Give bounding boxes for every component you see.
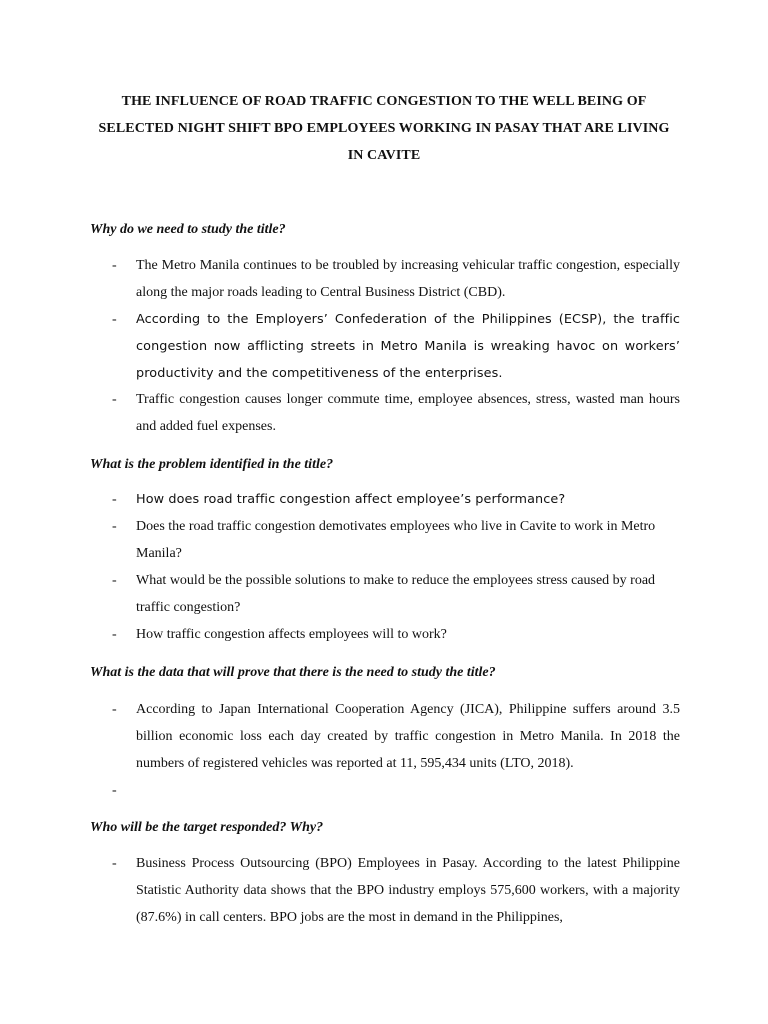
bullet-dash: -	[112, 627, 117, 642]
list-item	[90, 851, 680, 931]
list-item	[90, 622, 680, 649]
list-item	[90, 387, 680, 441]
list-item-text: The Metro Manila continues to be troubled by increasing vehicular traffic congestion, especially along the major roads leading to Central Business District (CBD).	[136, 258, 680, 300]
list-item	[90, 253, 680, 307]
list-item	[90, 697, 680, 777]
bullet-dash: -	[112, 519, 117, 534]
section-heading-target: Who will be the target responded? Why?	[90, 820, 324, 835]
section-heading-data: What is the data that will prove that there is the need to study the title?	[90, 665, 496, 680]
list-item-text: How does road traffic congestion affect employee’s performance?	[136, 492, 566, 507]
bullet-dash: -	[112, 258, 117, 273]
list-item-text: What would be the possible solutions to make to reduce the employees stress caused by road traffic congestion?	[136, 573, 656, 615]
bullet-dash: -	[112, 573, 117, 588]
list-item-text: Business Process Outsourcing (BPO) Employees in Pasay. According to the latest Philippine Statistic Authority data shows that the BPO industry employs 575,600 workers, with a majority (87.6%) in call centers. BPO jobs are the most in demand in the Philippines,	[136, 856, 680, 925]
document-title: THE INFLUENCE OF ROAD TRAFFIC CONGESTION TO THE WELL BEING OF SELECTED NIGHT SHIFT BPO EMPLOYEES WORKING IN PASAY THAT ARE LIVING IN CAVITE	[98, 94, 670, 163]
list-item-text: How traffic congestion affects employees will to work?	[136, 627, 447, 642]
bullet-dash: -	[112, 702, 117, 717]
bullet-dash: -	[112, 312, 117, 327]
bullet-dash: -	[112, 783, 117, 798]
list-item-text: According to Japan International Cooperation Agency (JICA), Philippine suffers around 3.5 billion economic loss each day created by traffic congestion in Metro Manila. In 2018 the numbers of registered vehicles was reported at 11, 595,434 units (LTO, 2018).	[136, 702, 680, 771]
bullet-dash: -	[112, 856, 117, 871]
section-heading-problem: What is the problem identified in the title?	[90, 457, 334, 472]
section-heading-why-study: Why do we need to study the title?	[90, 222, 286, 237]
bullet-dash: -	[112, 392, 117, 407]
list-item-text: According to the Employers’ Confederation of the Philippines (ECSP), the traffic congestion now afflicting streets in Metro Manila is wreaking havoc on workers’ productivity and the competitiveness of the enterprises.	[136, 312, 680, 381]
list-item	[90, 514, 680, 568]
list-item	[90, 487, 680, 514]
list-item	[90, 307, 680, 387]
list-item-text: Traffic congestion causes longer commute time, employee absences, stress, wasted man hours and added fuel expenses.	[136, 392, 680, 434]
bullet-dash: -	[112, 492, 117, 507]
list-item-text: Does the road traffic congestion demotivates employees who live in Cavite to work in Metro Manila?	[136, 519, 656, 561]
list-item	[90, 568, 680, 622]
